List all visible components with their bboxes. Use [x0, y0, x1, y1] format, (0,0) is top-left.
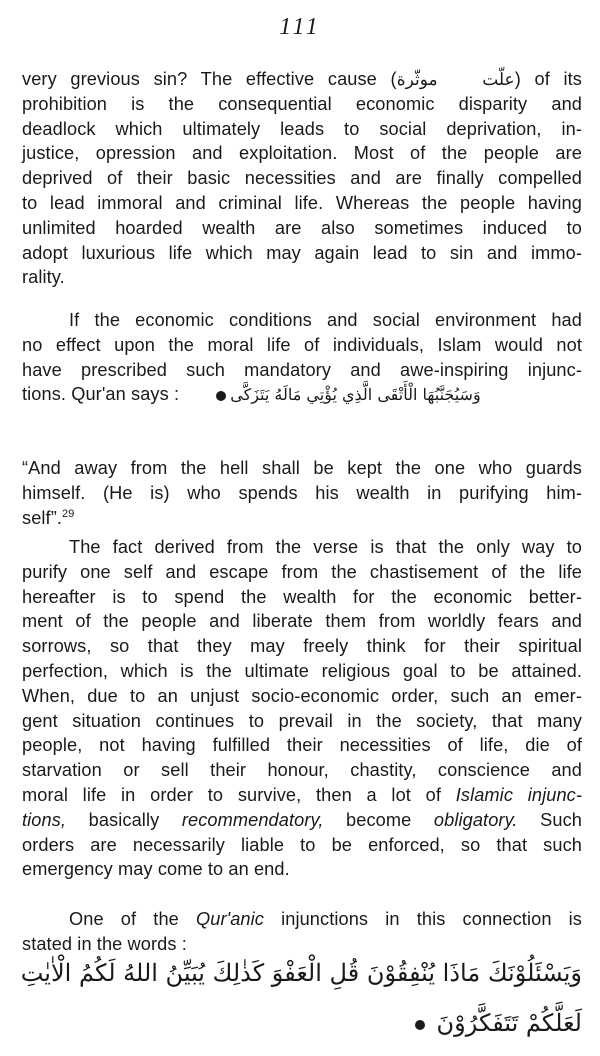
quran-verse-block	[22, 948, 582, 1048]
text-line: purify one self and escape from the chastisement of the life	[22, 561, 582, 582]
text-line: no effect upon the moral life of individuals, Islam would not	[22, 334, 582, 355]
page-number: 111	[279, 14, 321, 40]
text-line: The fact derived from the verse is that the only way to	[69, 537, 582, 557]
text-line: tions, basically recommendatory, become obligatory. Such	[22, 809, 582, 830]
verse-end-marker	[415, 1020, 425, 1030]
text-line: to lead immoral and criminal life. Whereas the people having	[22, 192, 582, 213]
text-line: moral life in order to survive, then a lot of Islamic injunc-	[22, 784, 583, 805]
text-line: emergency may come to an end.	[22, 859, 290, 880]
text-line: starvation or sell their honour, chastity, conscience and	[22, 760, 582, 781]
paragraph-2	[22, 308, 582, 407]
text-line: tions. Qur'an says : وَسَيُجَنَّبُهَا الْأَتْقَى الَّذِي يُؤْتِي مَالَهُ يَتَزَكَّى	[22, 384, 481, 405]
quran-verse-line: وَيَسْئَلُوْنَكَ مَاذَا يُنْفِقُوْنَ قُلِ الْعَفْوَ كَذٰلِكَ يُبَيِّنُ اللهُ لَكُمُ الْاٰيٰتِ	[20, 959, 582, 987]
paragraph-4	[22, 535, 582, 882]
quran-verse: وَسَيُجَنَّبُهَا الْأَتْقَى الَّذِي يُؤْتِي مَالَهُ يَتَزَكَّى	[230, 385, 481, 405]
text-line: “And away from the hell shall be kept the one who guards	[22, 458, 582, 478]
text-line: prohibition is the consequential economic disparity and	[22, 93, 582, 114]
text-line: himself. (He is) who spends his wealth in purifying him-	[22, 482, 582, 503]
text-line: deprived of their basic necessities and are finally compelled	[22, 168, 582, 189]
italic-phrase: Islamic injunc-	[455, 784, 583, 805]
text-line: adopt luxurious life which may again lead to sin and immo-	[22, 242, 582, 263]
text-line: stated in the words :	[22, 933, 187, 954]
text-line: When, due to an unjust socio-economic order, such an emer-	[22, 685, 582, 706]
text-line: deadlock which ultimately leads to social deprivation, in-	[22, 118, 582, 139]
text-line: orders are necessarily liable to be enforced, so that such	[22, 834, 582, 855]
text-line: sorrows, so that they may freely think for their spiritual	[22, 636, 582, 657]
text-line: have prescribed such mandatory and awe-inspiring injunc-	[22, 359, 582, 380]
text-line: gent situation continues to prevail in the society, that many	[22, 710, 582, 731]
arabic-term: علّت موثّرة	[396, 70, 515, 90]
text-line: ment of the people and liberate them from worldly fears and	[22, 611, 582, 632]
text-line: unlimited hoarded wealth are also sometimes induced to	[22, 217, 582, 238]
text-line: hereafter is to spend the wealth for the economic better-	[22, 586, 582, 607]
text-line: perfection, which is the ultimate religious goal to be attained.	[22, 660, 582, 681]
text-line: If the economic conditions and social environment had	[69, 310, 582, 330]
text-line: people, not having fulfilled their necessities of life, die of	[22, 735, 582, 756]
paragraph-3	[22, 456, 582, 530]
footnote-marker: 29	[62, 507, 75, 520]
text-line: One of the Qur'anic injunctions in this connection is	[69, 909, 582, 929]
quran-verse-line: لَعَلَّكُمْ تَتَفَكَّرُوْنَ	[22, 998, 582, 1048]
text-line: self”.$^{29}$	[22, 507, 75, 528]
text-line: very grevious sin? The effective cause (علّت موثّرة) of its	[22, 67, 582, 92]
verse-end-marker	[216, 391, 226, 401]
text-line: rality.	[22, 267, 65, 288]
paragraph-1	[22, 67, 582, 290]
text-line: justice, opression and exploitation. Most of the people are	[22, 143, 582, 164]
